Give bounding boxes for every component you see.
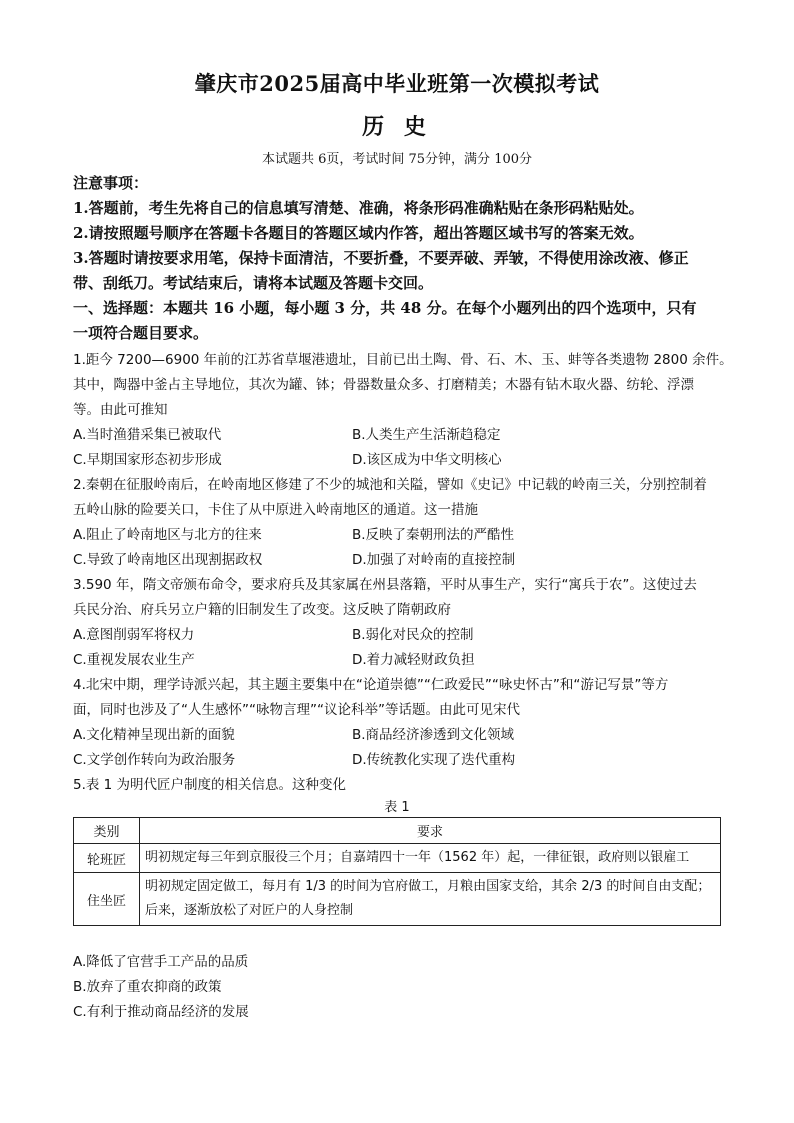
question-3-option-b: B.弱化对民众的控制: [352, 627, 474, 643]
notice-item: 带、刮纸刀。考试结束后，请将本试题及答题卡交回。: [73, 274, 434, 292]
question-4-option-d: D.传统教化实现了迭代重构: [352, 752, 516, 768]
question-1-option-b: B.人类生产生活渐趋稳定: [352, 427, 501, 443]
table-header-cell: 要求: [140, 818, 721, 844]
question-3-option-c: C.重视发展农业生产: [73, 652, 195, 668]
question-2-text: 2.秦朝在征服岭南后，在岭南地区修建了不少的城池和关隘，譬如《史记》中记载的岭南三关，分别控制着: [73, 477, 707, 493]
table-header-row: [74, 818, 721, 844]
question-3-text: 3.590 年，隋文帝颁布命令，要求府兵及其家属在州县落籍，平时从事生产，实行“寓兵于农”。这使过去: [73, 577, 697, 593]
question-2-option-b: B.反映了秦朝刑法的严酷性: [352, 527, 515, 543]
question-4-option-a: A.文化精神呈现出新的面貌: [73, 727, 235, 743]
artisan-system-table: [73, 817, 721, 926]
question-4-text: 面，同时也涉及了“人生感怀”“咏物言理”“议论科举”等话题。由此可见宋代: [73, 702, 520, 718]
table-row: [74, 873, 721, 926]
question-2-option-c: C.导致了岭南地区出现割据政权: [73, 552, 263, 568]
question-1-text: 等。由此可推知: [73, 402, 168, 418]
exam-title: 肇庆市2025届高中毕业班第一次模拟考试: [194, 71, 600, 96]
question-2-option-a: A.阻止了岭南地区与北方的往来: [73, 527, 262, 543]
question-3-option-a: A.意图削弱军将权力: [73, 627, 195, 643]
question-2-text: 五岭山脉的险要关口，卡住了从中原进入岭南地区的通道。这一措施: [73, 502, 478, 518]
table-cell: 住坐匠: [74, 873, 140, 926]
question-3-option-d: D.着力减轻财政负担: [352, 652, 475, 668]
question-4-option-c: C.文学创作转向为政治服务: [73, 752, 236, 768]
question-2-option-d: D.加强了对岭南的直接控制: [352, 552, 516, 568]
notice-heading: 注意事项：: [73, 174, 149, 192]
question-1-option-d: D.该区成为中华文明核心: [352, 452, 502, 468]
question-5-option-a: A.降低了官营手工产品的品质: [73, 954, 249, 970]
question-1-text: 其中，陶器中釜占主导地位，其次为罐、钵；骨器数量众多、打磨精美；木器有钻木取火器、纺轮、浮漂: [73, 377, 694, 393]
question-5-option-c: C.有利于推动商品经济的发展: [73, 1004, 249, 1020]
table-row: [74, 844, 721, 873]
exam-meta: 本试题共 6页，考试时间 75分钟，满分 100分: [261, 152, 533, 167]
section-heading: 一、选择题：本题共 16 小题，每小题 3 分，共 48 分。在每个小题列出的四个选项中，只有: [73, 299, 697, 317]
question-4-option-b: B.商品经济渗透到文化领域: [352, 727, 515, 743]
section-heading: 一项符合题目要求。: [73, 324, 209, 342]
notice-item: 1.答题前，考生先将自己的信息填写清楚、准确，将条形码准确粘贴在条形码粘贴处。: [73, 199, 644, 217]
table-header-cell: 类别: [74, 818, 140, 844]
question-1-option-a: A.当时渔猎采集已被取代: [73, 427, 222, 443]
question-4-text: 4.北宋中期，理学诗派兴起，其主题主要集中在“论道崇德”“仁政爱民”“咏史怀古”和“游记写景”等方: [73, 677, 669, 693]
table-caption: 表 1: [384, 800, 410, 815]
table-cell: 明初规定固定做工，每月有 1/3 的时间为官府做工，月粮由国家支给，其余 2/3 的时间自由支配；后来，逐渐放松了对匠户的人身控制: [140, 873, 721, 926]
question-3-text: 兵民分治、府兵另立户籍的旧制发生了改变。这反映了隋朝政府: [73, 602, 451, 618]
question-5-text: 5.表 1 为明代匠户制度的相关信息。这种变化: [73, 777, 347, 793]
question-5-option-b: B.放弃了重农抑商的政策: [73, 979, 222, 995]
question-1-text: 1.距今 7200—6900 年前的江苏省草堰港遗址，目前已出土陶、骨、石、木、玉、蚌等各类遗物 2800 余件。: [73, 352, 733, 368]
notice-item: 2.请按照题号顺序在答题卡各题目的答题区域内作答，超出答题区域书写的答案无效。: [73, 224, 644, 242]
table-cell: 明初规定每三年到京服役三个月；自嘉靖四十一年（1562 年）起，一律征银，政府则以银雇工: [140, 844, 721, 873]
notice-item: 3.答题时请按要求用笔，保持卡面清洁，不要折叠，不要弄破、弄皱，不得使用涂改液、修正: [73, 249, 689, 267]
table-cell: 轮班匠: [74, 844, 140, 873]
subject-title: 历 史: [362, 114, 432, 140]
question-1-option-c: C.早期国家形态初步形成: [73, 452, 222, 468]
